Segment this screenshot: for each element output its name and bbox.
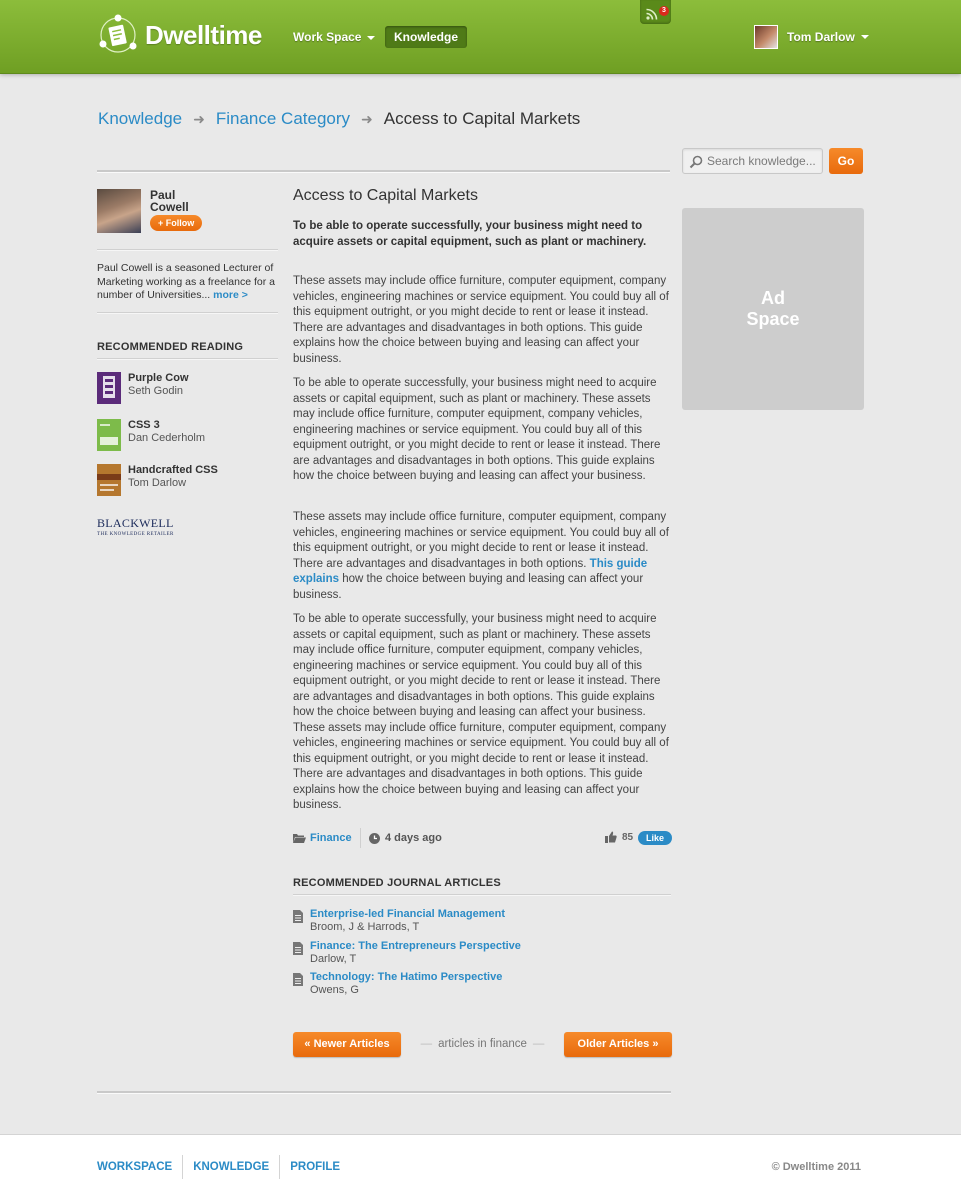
article-paragraph-text: how the choice between buying and leasing can affect your business. <box>293 573 644 601</box>
footer <box>0 1134 961 1204</box>
journal-article-item <box>293 940 521 966</box>
document-icon <box>293 942 303 955</box>
article-meta <box>293 830 671 848</box>
footer-link-workspace[interactable]: WORKSPACE <box>97 1161 173 1173</box>
pager-caption-text: articles in finance <box>438 1038 527 1050</box>
journal-article-title-link[interactable]: Technology: The Hatimo Perspective <box>310 971 503 983</box>
search-go-button[interactable]: Go <box>829 148 863 174</box>
blackwell-tagline: THE KNOWLEDGE RETAILER <box>97 532 174 537</box>
journal-articles-heading: RECOMMENDED JOURNAL ARTICLES <box>293 877 501 889</box>
author-bio <box>97 262 280 303</box>
arrow-right-icon: ➜ <box>361 110 373 127</box>
sidebar-divider <box>97 312 278 314</box>
author-last-name: Cowell <box>150 200 189 214</box>
article-paragraph <box>293 510 671 603</box>
like-count: 85 <box>622 832 634 843</box>
book-item[interactable] <box>97 372 189 404</box>
journal-article-title-link[interactable]: Finance: The Entrepreneurs Perspective <box>310 940 521 952</box>
user-avatar <box>754 25 778 49</box>
breadcrumb-knowledge-link[interactable]: Knowledge <box>98 109 183 128</box>
book-author: Tom Darlow <box>128 477 187 489</box>
ad-label-line1: Ad <box>761 288 785 308</box>
ad-label-line2: Space <box>746 309 800 329</box>
nav-workspace-menu[interactable] <box>293 30 375 44</box>
book-cover-image <box>97 419 121 451</box>
search-input[interactable] <box>707 152 819 170</box>
thumbs-up-icon <box>605 831 617 843</box>
author-first-name: Paul <box>150 188 176 202</box>
folder-icon <box>293 833 306 843</box>
footer-link-knowledge[interactable]: KNOWLEDGE <box>193 1161 270 1173</box>
journal-article-title-link[interactable]: Enterprise-led Financial Management <box>310 908 505 920</box>
document-icon <box>293 973 303 986</box>
book-author: Dan Cederholm <box>128 432 206 444</box>
book-title: CSS 3 <box>128 419 160 431</box>
sidebar-divider <box>97 358 278 360</box>
pager-dash: — <box>532 1038 545 1050</box>
journal-article-authors: Owens, G <box>310 984 359 996</box>
article-paragraph: To be able to operate successfully, your business might need to acquire assets or capital equipment, such as plant or machinery. These assets may include office furniture, computer equipment, company vehicles, engineering machines or service equipment. You could buy all of this equipment outright, or you might decide to rent or lease it instead. There are advantages and disadvantages in both options. This guide explains how the choice between buying and leasing can affect your business. <box>293 377 661 482</box>
breadcrumb-current-page: Access to Capital Markets <box>383 109 581 128</box>
journal-article-item <box>293 971 502 997</box>
chevron-down-icon <box>861 35 869 39</box>
book-title: Handcrafted CSS <box>128 464 218 476</box>
journal-article-item <box>293 908 505 934</box>
brand-logo[interactable] <box>97 14 262 56</box>
journal-divider <box>293 894 671 896</box>
pager-dash: — <box>420 1038 433 1050</box>
sidebar-divider <box>97 249 278 251</box>
content-divider <box>97 1091 671 1094</box>
logo-icon <box>97 14 139 56</box>
content-divider <box>97 170 670 173</box>
book-cover-image <box>97 464 121 496</box>
newer-articles-button[interactable]: « Newer Articles <box>293 1032 401 1057</box>
book-item[interactable] <box>97 419 205 451</box>
older-articles-button[interactable]: Older Articles » <box>564 1032 672 1057</box>
arrow-right-icon: ➜ <box>193 110 205 127</box>
footer-nav <box>97 1155 340 1179</box>
article-paragraph: To be able to operate successfully, your business might need to acquire assets or capital equipment, such as plant or machinery. These assets may include office furniture, computer equipment, company vehicles, engineering machines or service equipment. You could buy all of this equipment outright, or you might decide to rent or lease it instead. There are advantages and disadvantages in both options. This guide explains how the choice between buying and leasing can affect your business. These assets may include office furniture, computer equipment, company vehicles, engineering machines or service equipment. You could buy all of this equipment outright, or you might decide to rent or lease it instead. There are advantages and disadvantages in both options. This guide explains how the choice between buying and leasing can affect your business. <box>293 613 669 811</box>
book-item[interactable] <box>97 464 218 496</box>
article-paragraph: These assets may include office furniture, computer equipment, company vehicles, engineering machines or service equipment. You could buy all of this equipment outright, or you might decide to rent or lease it instead. There are advantages and disadvantages in both options. This guide explains how the choice between buying and leasing can affect your business. <box>293 275 669 365</box>
user-name: Tom Darlow <box>787 30 855 44</box>
article-paragraph-text: These assets may include office furniture, computer equipment, company vehicles, engineering machines or service equipment. You could buy all of this equipment outright, or you might decide to rent or lease it instead. There are advantages and disadvantages in both options. <box>293 511 669 570</box>
rss-icon <box>646 8 658 20</box>
blackwell-wordmark: BLACKWELL <box>97 516 174 530</box>
breadcrumb <box>98 109 580 129</box>
article-lede: To be able to operate successfully, your business might need to acquire assets or capital equipment, such as plant or machinery. <box>293 220 647 248</box>
notification-count-badge: 3 <box>659 6 669 16</box>
follow-button[interactable]: + Follow <box>150 215 202 231</box>
chevron-down-icon <box>367 36 375 40</box>
footer-link-profile[interactable]: PROFILE <box>290 1161 341 1173</box>
top-navigation-bar <box>0 0 961 74</box>
search-box <box>682 148 823 174</box>
blackwell-logo[interactable] <box>97 518 174 540</box>
brand-name: Dwelltime <box>145 19 262 50</box>
book-cover-image <box>97 372 121 404</box>
bio-more-link[interactable]: more > <box>213 289 248 301</box>
ad-space <box>682 208 864 410</box>
like-button[interactable]: Like <box>638 831 672 845</box>
author-bio-text: Paul Cowell is a seasoned Lecturer of Marketing working as a freelance for a number of Universities... <box>97 262 276 301</box>
author-avatar[interactable] <box>97 189 141 233</box>
footer-divider <box>182 1155 183 1179</box>
rss-feed-button[interactable] <box>640 0 671 24</box>
document-icon <box>293 910 303 923</box>
clock-icon <box>369 833 380 844</box>
article-category-link[interactable]: Finance <box>310 832 352 844</box>
copyright-text: © Dwelltime 2011 <box>771 1161 861 1173</box>
pager-caption <box>410 1038 555 1050</box>
journal-article-authors: Darlow, T <box>310 953 357 965</box>
user-menu[interactable] <box>754 25 869 49</box>
nav-workspace-label: Work Space <box>293 30 362 44</box>
nav-knowledge-tab[interactable]: Knowledge <box>385 26 467 48</box>
footer-divider <box>279 1155 280 1179</box>
breadcrumb-category-link[interactable]: Finance Category <box>215 109 351 128</box>
book-author: Seth Godin <box>128 385 184 397</box>
meta-divider <box>360 828 361 848</box>
search-icon <box>689 155 703 169</box>
journal-article-authors: Broom, J & Harrods, T <box>310 921 420 933</box>
author-name[interactable] <box>150 189 210 213</box>
article-posted-time: 4 days ago <box>385 832 442 844</box>
book-title: Purple Cow <box>128 372 189 384</box>
recommended-reading-heading: RECOMMENDED READING <box>97 341 244 353</box>
guide-explains-link[interactable]: This guide explains <box>293 557 648 585</box>
article-title: Access to Capital Markets <box>293 187 478 204</box>
